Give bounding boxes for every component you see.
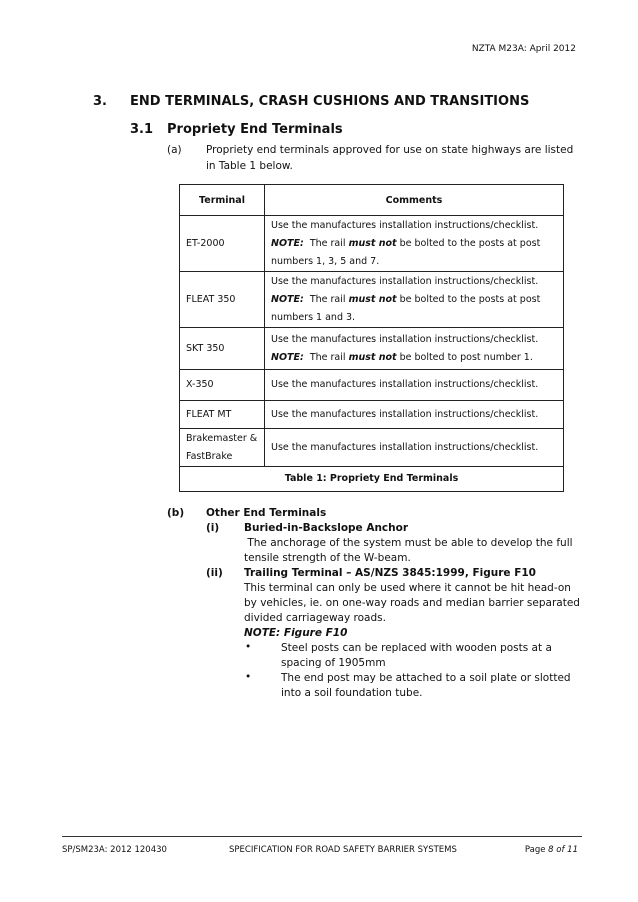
note-label: NOTE:	[271, 237, 304, 249]
table-row	[180, 401, 564, 429]
item-a-line2: in Table 1 below.	[206, 160, 293, 172]
footer-title: SPECIFICATION FOR ROAD SAFETY BARRIER SYSTEMS	[229, 845, 457, 855]
page-prefix: Page	[524, 845, 549, 855]
terminal-line: FastBrake	[186, 450, 233, 462]
item-b-i-line2: tensile strength of the W-beam.	[244, 552, 411, 564]
section-title: END TERMINALS, CRASH CUSHIONS AND TRANSITIONS	[130, 94, 530, 109]
item-b-i-line1: The anchorage of the system must be able to develop the full	[244, 537, 573, 549]
note-label: NOTE:	[271, 293, 304, 305]
item-b-ii-line3: divided carriageway roads.	[244, 612, 386, 624]
bullet2-line2: into a soil foundation tube.	[281, 687, 423, 699]
note-label: NOTE:	[271, 351, 304, 363]
comment-line: Use the manufactures installation instructions/checklist.	[271, 275, 539, 287]
comment-note-line	[271, 291, 557, 309]
table-row	[180, 429, 564, 467]
comment-cell: Use the manufactures installation instructions/checklist.	[265, 429, 564, 467]
terminal-cell: X-350	[180, 370, 265, 401]
terminal-cell: FLEAT MT	[180, 401, 265, 429]
bullet2-line1: The end post may be attached to a soil plate or slotted	[281, 672, 571, 684]
terminal-cell: ET-2000	[180, 216, 265, 272]
table-row	[180, 328, 564, 370]
note-text: be bolted to the posts at post	[396, 237, 541, 249]
col-header-comments: Comments	[265, 185, 564, 216]
item-a-line1: Propriety end terminals approved for use on state highways are listed	[206, 144, 574, 156]
terminal-cell: FLEAT 350	[180, 272, 265, 328]
col-header-terminal: Terminal	[180, 185, 265, 216]
item-b-ii-label: (ii)	[206, 567, 223, 579]
bullet-icon: •	[245, 641, 252, 653]
item-b-i-title: Buried-in-Backslope Anchor	[244, 522, 409, 534]
footer-doc-ref: SP/SM23A: 2012 120430	[62, 845, 167, 855]
comment-line: Use the manufactures installation instructions/checklist.	[271, 219, 539, 231]
terminal-line: Brakemaster &	[186, 432, 258, 444]
note-text: The rail	[303, 351, 349, 363]
note-emphasis: must not	[348, 237, 397, 249]
running-header: NZTA M23A: April 2012	[471, 44, 576, 54]
item-b-i-label: (i)	[206, 522, 220, 534]
item-a-text	[206, 142, 573, 174]
terminal-cell: SKT 350	[180, 328, 265, 370]
table-row	[180, 370, 564, 401]
page-number: 8 of 11	[548, 845, 578, 855]
footer-divider	[62, 836, 582, 837]
item-b-title: Other End Terminals	[206, 507, 327, 519]
section-number: 3.	[93, 94, 107, 109]
comment-cell	[265, 272, 564, 328]
table-row	[180, 272, 564, 328]
comment-cell: Use the manufactures installation instructions/checklist.	[265, 370, 564, 401]
comment-cell: Use the manufactures installation instructions/checklist.	[265, 401, 564, 429]
table-row	[180, 216, 564, 272]
note-emphasis: must not	[348, 351, 397, 363]
note-text: be bolted to post number 1.	[396, 351, 533, 363]
subsection-title: Propriety End Terminals	[167, 122, 343, 137]
item-b-ii-line2: by vehicles, ie. on one-way roads and median barrier separated	[244, 597, 580, 609]
comment-cell	[265, 216, 564, 272]
item-b-note: NOTE: Figure F10	[244, 627, 348, 639]
terminal-cell	[180, 429, 265, 467]
item-b-label: (b)	[167, 507, 185, 519]
comment-cell	[265, 328, 564, 370]
end-terminals-table	[179, 184, 564, 492]
item-b-ii-title: Trailing Terminal – AS/NZS 3845:1999, Figure F10	[244, 567, 536, 579]
bullet1-line1: Steel posts can be replaced with wooden posts at a	[281, 642, 552, 654]
note-emphasis: must not	[348, 293, 397, 305]
comment-line: numbers 1, 3, 5 and 7.	[271, 255, 380, 267]
item-a-label: (a)	[167, 144, 182, 156]
note-text: The rail	[303, 293, 349, 305]
item-b-ii-line1: This terminal can only be used where it cannot be hit head-on	[244, 582, 571, 594]
comment-note-line	[271, 235, 557, 253]
table-caption: Table 1: Propriety End Terminals	[180, 467, 564, 492]
note-text: The rail	[303, 237, 349, 249]
table-header-row	[180, 185, 564, 216]
bullet-icon: •	[245, 671, 252, 683]
footer-page	[525, 845, 578, 855]
note-text: be bolted to the posts at post	[396, 293, 541, 305]
comment-line: Use the manufactures installation instructions/checklist.	[271, 333, 539, 345]
comment-line: numbers 1 and 3.	[271, 311, 356, 323]
table-caption-row	[180, 467, 564, 492]
bullet1-line2: spacing of 1905mm	[281, 657, 386, 669]
comment-note-line	[271, 349, 557, 367]
subsection-number: 3.1	[130, 122, 154, 137]
